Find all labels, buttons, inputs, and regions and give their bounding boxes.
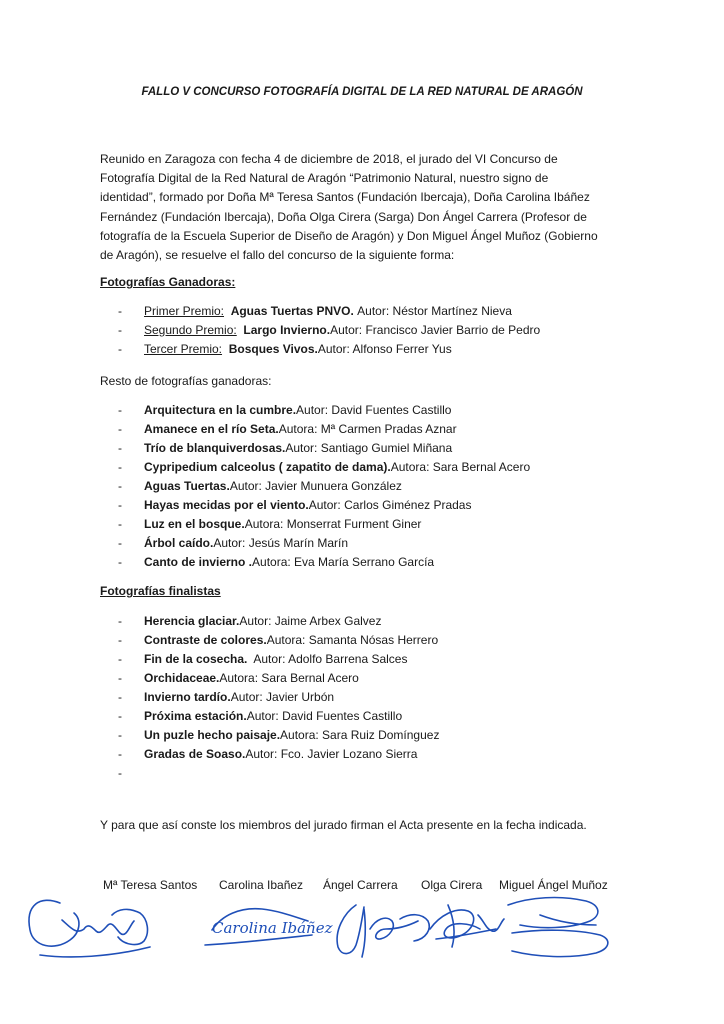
- intro-line: Fernández (Fundación Ibercaja), Doña Olga Cirera (Sarga) Don Ángel Carrera (Profesor de: [100, 209, 587, 224]
- finalists-heading: Fotografías finalistas: [100, 584, 221, 598]
- photo-title: Hayas mecidas por el viento.: [144, 498, 309, 512]
- list-item: [118, 690, 638, 709]
- list-dash: -: [118, 517, 122, 531]
- photo-author: Autor: David Fuentes Castillo: [296, 403, 452, 417]
- prizes-list: [118, 304, 638, 361]
- photo-title: Cypripedium calceolus ( zapatito de dama).: [144, 460, 391, 474]
- list-dash: -: [118, 728, 122, 742]
- list-dash: -: [118, 709, 122, 723]
- photo-title: Un puzle hecho paisaje.: [144, 728, 281, 742]
- signatory-name: Carolina Ibañez: [219, 878, 304, 892]
- photo-title: Herencia glaciar.: [144, 614, 240, 628]
- list-dash: -: [118, 422, 122, 436]
- handwritten-signatures: [0, 885, 724, 985]
- intro-line: Fotografía Digital de la Red Natural de Aragón “Patrimonio Natural, nuestro signo de: [100, 171, 549, 186]
- list-item: [118, 441, 638, 460]
- list-item: [118, 747, 638, 766]
- photo-title: Próxima estación.: [144, 709, 247, 723]
- list-item: [118, 728, 638, 747]
- list-item: [118, 536, 638, 555]
- photo-author: Autor: Francisco Javier Barrio de Pedro: [330, 323, 541, 337]
- signatory-name: Mª Teresa Santos: [103, 878, 198, 892]
- photo-title: Orchidaceae.: [144, 671, 220, 685]
- photo-title: Largo Invierno.: [243, 323, 331, 337]
- prize-label: Segundo Premio:: [144, 323, 237, 337]
- photo-title: Contraste de colores.: [144, 633, 267, 647]
- list-dash: -: [118, 403, 122, 417]
- intro-paragraph: [100, 150, 620, 265]
- photo-author: Autor: Jesús Marín Marín: [213, 536, 349, 550]
- photo-author: Autora: Monserrat Furment Giner: [244, 517, 422, 531]
- list-item: [118, 479, 638, 498]
- prize-label: Tercer Premio:: [144, 342, 223, 356]
- list-item: [118, 422, 638, 441]
- photo-author: Autor: Jaime Arbex Galvez: [239, 614, 382, 628]
- photo-author: Autor: Javier Munuera González: [229, 479, 402, 493]
- list-dash: -: [118, 747, 122, 761]
- prize-label: Primer Premio:: [144, 304, 225, 318]
- list-dash: -: [118, 671, 122, 685]
- photo-author: Autor: Javier Urbón: [230, 690, 335, 704]
- photo-author: Autor: Santiago Gumiel Miñana: [285, 441, 453, 455]
- finalists-list: [118, 614, 638, 785]
- photo-author: Autor: David Fuentes Castillo: [246, 709, 403, 723]
- photo-title: Trío de blanquiverdosas.: [144, 441, 286, 455]
- photo-author: Autora: Sara Ruiz Domínguez: [280, 728, 440, 742]
- photo-title: Aguas Tuertas.: [144, 479, 230, 493]
- signatory-name: Olga Cirera: [421, 878, 483, 892]
- list-dash: -: [118, 460, 122, 474]
- rest-winners-list: [118, 403, 638, 574]
- signature-text: Carolina Ibáñez: [212, 919, 333, 937]
- list-item: [118, 460, 638, 479]
- closing-statement: Y para que así conste los miembros del jurado firman el Acta presente en la fecha indicada.: [100, 818, 587, 832]
- signature-3: [337, 905, 429, 957]
- signature-2: [205, 909, 333, 945]
- photo-author: Autor: Néstor Martínez Nieva: [357, 304, 512, 318]
- signature-5: [508, 898, 608, 957]
- list-item: [118, 517, 638, 536]
- signatory-name: Ángel Carrera: [323, 878, 398, 892]
- list-item: [118, 652, 638, 671]
- photo-author: Autora: Samanta Nósas Herrero: [266, 633, 439, 647]
- photo-title: Invierno tardío.: [144, 690, 231, 704]
- list-dash: -: [118, 304, 122, 318]
- list-item: [118, 555, 638, 574]
- list-item: [118, 671, 638, 690]
- photo-author: Autor: Alfonso Ferrer Yus: [317, 342, 452, 356]
- photo-author: Autor: Adolfo Barrena Salces: [247, 652, 408, 666]
- photo-author: Autora: Sara Bernal Acero: [390, 460, 531, 474]
- photo-title: Aguas Tuertas PNVO.: [230, 304, 354, 318]
- photo-title: Luz en el bosque.: [144, 517, 245, 531]
- signature-4: [430, 905, 504, 947]
- photo-title: Árbol caído.: [144, 536, 214, 550]
- intro-line: fotografía de la Escuela Superior de Diseño de Aragón) y Don Miguel Ángel Muñoz (Gobierno: [100, 228, 598, 243]
- list-item: [118, 633, 638, 652]
- list-dash: -: [118, 536, 122, 550]
- photo-author: Autora: Eva María Serrano García: [252, 555, 435, 569]
- photo-author: Autor: Fco. Javier Lozano Sierra: [245, 747, 418, 761]
- list-dash: -: [118, 690, 122, 704]
- photo-title: Arquitectura en la cumbre.: [144, 403, 297, 417]
- photo-title: Canto de invierno .: [144, 555, 253, 569]
- photo-title: Gradas de Soaso.: [144, 747, 246, 761]
- list-dash: -: [118, 342, 122, 356]
- list-dash: -: [118, 555, 122, 569]
- photo-author: Autora: Mª Carmen Pradas Aznar: [278, 422, 457, 436]
- list-item: [118, 766, 638, 785]
- prize-item-1: [118, 304, 638, 323]
- intro-line: identidad”, formado por Doña Mª Teresa Santos (Fundación Ibercaja), Doña Carolina Ibáñez: [100, 190, 590, 205]
- document-title: FALLO V CONCURSO FOTOGRAFÍA DIGITAL DE LA RED NATURAL DE ARAGÓN: [141, 86, 583, 98]
- intro-line: Reunido en Zaragoza con fecha 4 de diciembre de 2018, el jurado del VI Concurso de: [100, 152, 558, 166]
- list-dash: -: [118, 498, 122, 512]
- list-item: [118, 403, 638, 422]
- photo-author: Autora: Sara Bernal Acero: [219, 671, 359, 685]
- winners-heading: Fotografías Ganadoras:: [100, 275, 236, 289]
- signature-1: [29, 900, 150, 957]
- list-item: [118, 709, 638, 728]
- photo-title: Fin de la cosecha.: [144, 652, 248, 666]
- list-dash: -: [118, 633, 122, 647]
- prize-item-2: [118, 323, 638, 342]
- list-dash: -: [118, 441, 122, 455]
- list-dash: -: [118, 479, 122, 493]
- photo-title: Bosques Vivos.: [228, 342, 318, 356]
- list-dash: -: [118, 652, 122, 666]
- rest-heading: Resto de fotografías ganadoras:: [100, 374, 272, 388]
- list-dash: -: [118, 614, 122, 628]
- signatory-name: Miguel Ángel Muñoz: [499, 878, 608, 892]
- photo-author: Autor: Carlos Giménez Pradas: [308, 498, 472, 512]
- list-item: [118, 498, 638, 517]
- list-item: [118, 614, 638, 633]
- intro-line: de Aragón), se resuelve el fallo del concurso de la siguiente forma:: [100, 248, 455, 263]
- prize-item-3: [118, 342, 638, 361]
- list-dash: -: [118, 323, 122, 337]
- list-dash: -: [118, 766, 122, 780]
- photo-title: Amanece en el río Seta.: [144, 422, 279, 436]
